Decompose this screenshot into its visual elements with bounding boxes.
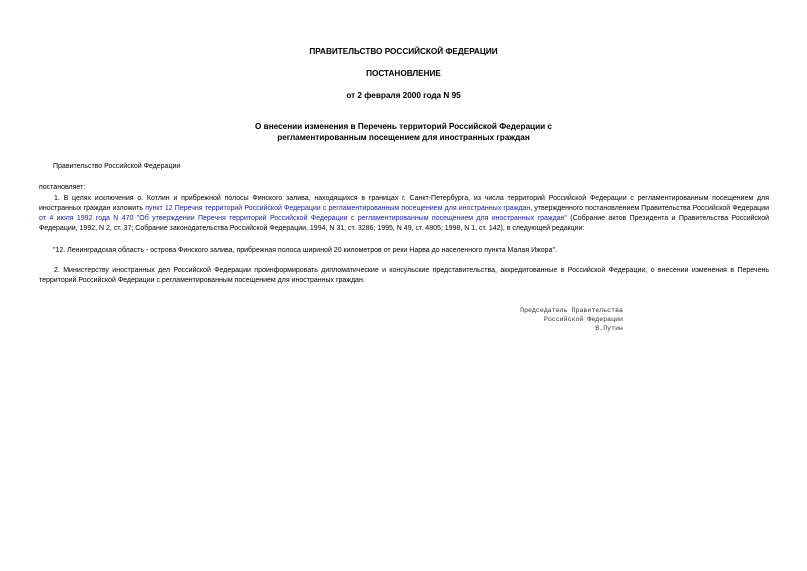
link-decree-470[interactable]: от 4 июля 1992 года N 470 "Об утверждении Перечня территорий Российской Федерации с регламентированным посещением для иностранных граждан": [39, 215, 567, 222]
government-heading: ПРАВИТЕЛЬСТВО РОССИЙСКОЙ ФЕДЕРАЦИИ: [309, 47, 498, 56]
paragraph-1: [39, 194, 769, 234]
document-type-heading: ПОСТАНОВЛЕНИЕ: [366, 69, 441, 78]
document-title-line2: регламентированным посещением для иностранных граждан: [277, 133, 530, 142]
paragraph-1-text-2: , утвержденного постановлением Правительства Российской Федерации: [530, 205, 769, 212]
document-date-number: от 2 февраля 2000 года N 95: [346, 91, 461, 100]
signature-title: Председатель Правительства: [520, 307, 623, 314]
document-title: [0, 121, 807, 143]
quoted-amendment: "12. Ленинградская область - острова Финского залива, прибрежная полоса шириной 20 километров от реки Нарва до населенного пункта Малая Ижора".: [53, 247, 557, 254]
link-point-12[interactable]: пункт 12 Перечня территорий Российской Федерации с регламентированным посещением для иностранных граждан: [145, 205, 531, 212]
signature-organization: Российской Федерации: [543, 316, 623, 323]
paragraph-1-text-1: 1. В целях исключения о. Котлин и прибрежной полосы Финского залива, находящихся в границах г. Санкт-Петербурга, из числа территорий Российской Федерации с регламентированным посещением для иностранных граждан изложить: [39, 195, 769, 212]
paragraph-1-text-3: (Собрание актов Президента и Правительства Российской Федерации, 1992, N 2, ст. 37; Собрание законодательства Российской Федерации, 1994, N 31, ст. 3286; 1995, N 49, ст. 4805; 1998, N 1, ст. 142), в следующей редакции:: [39, 215, 769, 232]
signature-block: [520, 306, 623, 333]
document-title-line1: О внесении изменения в Перечень территорий Российской Федерации с: [255, 122, 552, 131]
paragraph-2: 2. Министерству иностранных дел Российской Федерации проинформировать дипломатические и консульские представительства, аккредитованные в Российской Федерации, о внесении изменения в Перечень территорий Российской Федерации с регламентированным посещением для иностранных граждан.: [39, 267, 769, 284]
decrees-label: постановляет:: [39, 184, 86, 191]
signature-name: В.Путин: [595, 325, 623, 332]
government-label: Правительство Российской Федерации: [53, 163, 181, 170]
